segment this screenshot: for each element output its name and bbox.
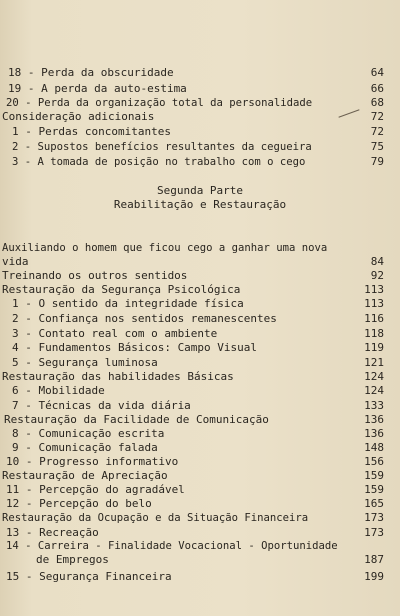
- toc-entry: [0, 96, 400, 110]
- toc-entry: [0, 297, 400, 311]
- toc-entry: [0, 526, 400, 540]
- toc-section-text: Restauração da Ocupação e da Situação Financeira: [2, 512, 309, 524]
- toc-entry-page: 173: [364, 511, 384, 524]
- toc-entry-page: 118: [364, 327, 384, 340]
- toc-entry: [0, 539, 400, 553]
- toc-entry-text: 15 - Segurança Financeira: [6, 570, 172, 583]
- toc-entry: [0, 125, 400, 139]
- toc-entry-text: 1 - O sentido da integridade física: [12, 297, 244, 310]
- toc-entry-page: 116: [364, 312, 384, 325]
- toc-section: [0, 269, 400, 283]
- toc-entry-text: 11 - Percepção do agradável: [6, 483, 185, 496]
- toc-entry-text: 18 - Perda da obscuridade: [8, 66, 174, 79]
- toc-entry-text: 4 - Fundamentos Básicos: Campo Visual: [12, 341, 258, 354]
- toc-entry-text: 2 - Confiança nos sentidos remanescentes: [12, 312, 277, 325]
- toc-section-text: vida: [2, 255, 29, 268]
- toc-entry-page: 159: [364, 469, 384, 482]
- toc-entry-page: 79: [370, 155, 384, 168]
- toc-entry-page: 148: [364, 441, 384, 454]
- toc-entry: [0, 82, 400, 96]
- toc-entry-page: 121: [364, 356, 384, 369]
- toc-entry-text: 2 - Supostos benefícios resultantes da cegueira: [12, 141, 312, 153]
- toc-section: [0, 241, 400, 255]
- toc-entry-page: 68: [370, 96, 384, 109]
- toc-entry-text: 8 - Comunicação escrita: [12, 427, 165, 440]
- toc-entry-page: 64: [370, 66, 384, 79]
- toc-entry-page: 165: [364, 497, 384, 510]
- toc-entry: [0, 399, 400, 413]
- toc-section: [0, 370, 400, 384]
- toc-section: [0, 413, 400, 427]
- toc-entry: [0, 570, 400, 584]
- toc-entry-text: 19 - A perda da auto-estima: [8, 82, 187, 95]
- toc-entry-text: de Empregos: [36, 553, 109, 566]
- toc-section-text: Restauração de Apreciação: [2, 469, 168, 482]
- toc-entry-text: 9 - Comunicação falada: [12, 441, 158, 454]
- toc-entry-text: 7 - Técnicas da vida diária: [12, 399, 191, 412]
- toc-section-text: Auxiliando o homem que ficou cego a ganhar uma nova: [2, 242, 328, 254]
- toc-entry-page: 75: [370, 140, 384, 153]
- toc-entry: [0, 455, 400, 469]
- toc-entry-page: 119: [364, 341, 384, 354]
- toc-section-text: Restauração da Segurança Psicológica: [2, 283, 241, 296]
- toc-entry: [0, 66, 400, 80]
- toc-entry-page: 173: [364, 526, 384, 539]
- toc-entry: [0, 356, 400, 370]
- toc-entry-text: 3 - A tomada de posição no trabalho com o cego: [12, 156, 306, 168]
- toc-entry-text: 20 - Perda da organização total da personalidade: [6, 97, 313, 109]
- toc-section: [0, 469, 400, 483]
- toc-section: [0, 255, 400, 269]
- toc-section: [0, 283, 400, 297]
- toc-entry: [0, 327, 400, 341]
- toc-entry-text: 14 - Carreira - Finalidade Vocacional - Oportunidade: [6, 540, 338, 552]
- toc-entry: [0, 341, 400, 355]
- toc-entry: [0, 553, 400, 567]
- part-title: Segunda Parte: [156, 184, 244, 197]
- toc-entry-page: 113: [364, 283, 384, 296]
- toc-entry-page: 199: [364, 570, 384, 583]
- toc-entry-text: 1 - Perdas concomitantes: [12, 125, 171, 138]
- toc-entry: [0, 483, 400, 497]
- toc-entry-page: 92: [370, 269, 384, 282]
- toc-entry: [0, 427, 400, 441]
- toc-entry-text: 13 - Recreação: [6, 526, 99, 539]
- toc-entry-text: 12 - Percepção do belo: [6, 497, 152, 510]
- toc-entry-text: 5 - Segurança luminosa: [12, 356, 158, 369]
- toc-entry-page: 156: [364, 455, 384, 468]
- toc-entry: [0, 384, 400, 398]
- toc-entry-page: 124: [364, 370, 384, 383]
- toc-entry-page: 187: [364, 553, 384, 566]
- toc-entry-page: 113: [364, 297, 384, 310]
- toc-entry: [0, 155, 400, 169]
- toc-entry-page: 159: [364, 483, 384, 496]
- toc-section-text: Restauração da Facilidade de Comunicação: [4, 413, 269, 426]
- toc-section-text: Consideração adicionais: [2, 110, 155, 123]
- toc-entry-text: 3 - Contato real com o ambiente: [12, 327, 218, 340]
- toc-section-text: Restauração das habilidades Básicas: [2, 370, 234, 383]
- toc-entry: [0, 497, 400, 511]
- toc-entry: [0, 312, 400, 326]
- toc-entry-page: 66: [370, 82, 384, 95]
- toc-entry-page: 136: [364, 413, 384, 426]
- toc-entry-page: 72: [370, 125, 384, 138]
- toc-entry-page: 72: [370, 110, 384, 123]
- toc-section: [0, 511, 400, 525]
- toc-entry-page: 84: [370, 255, 384, 268]
- toc-section-text: Treinando os outros sentidos: [2, 269, 188, 282]
- toc-entry-page: 136: [364, 427, 384, 440]
- toc-entry-text: 10 - Progresso informativo: [6, 455, 179, 468]
- toc-entry-text: 6 - Mobilidade: [12, 384, 105, 397]
- toc-entry-page: 124: [364, 384, 384, 397]
- toc-entry-page: 133: [364, 399, 384, 412]
- part-subtitle: Reabilitação e Restauração: [113, 198, 287, 211]
- toc-entry: [0, 140, 400, 154]
- toc-entry: [0, 441, 400, 455]
